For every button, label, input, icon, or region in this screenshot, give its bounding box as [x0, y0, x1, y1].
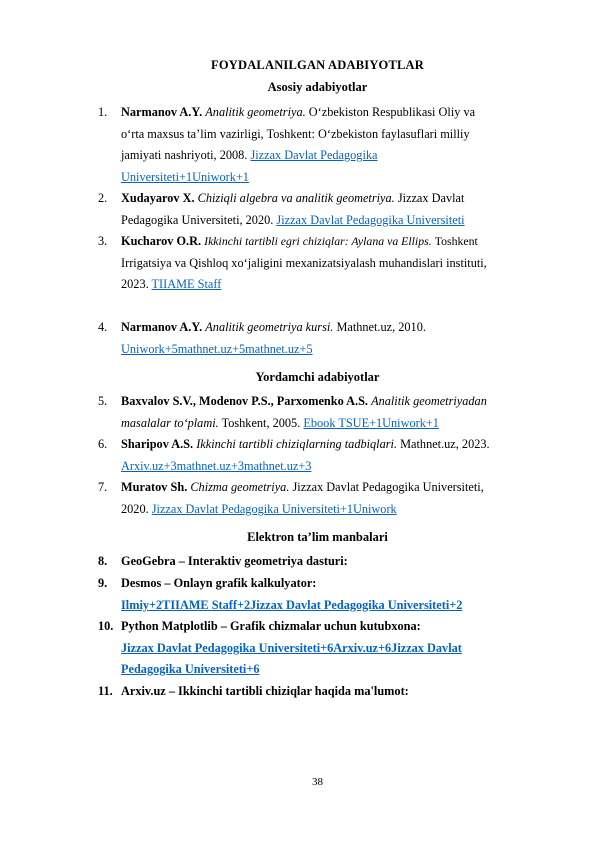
section-heading-main: Asosiy adabiyotlar	[267, 80, 368, 94]
page-title: FOYDALANILGAN ADABIYOTLAR	[210, 58, 424, 72]
reference-author: Sharipov A.S.	[121, 437, 194, 451]
section-heading-electronic: Elektron ta’lim manbalari	[247, 530, 388, 544]
reference-title: Analitik geometriyadan	[371, 394, 487, 408]
section-heading-extra: Yordamchi adabiyotlar	[255, 370, 380, 384]
reference-title: Ikkinchi tartibli chiziqlarning tadbiqlari.	[196, 437, 398, 451]
resource-link[interactable]: Ilmiy+2TIIAME Staff+2Jizzax Davlat Pedagogika Universiteti+2	[121, 597, 463, 612]
reference-title: Analitik geometriya kursi.	[205, 320, 334, 334]
reference-author: Baxvalov S.V., Modenov P.S., Parxomenko A.S.	[121, 394, 368, 408]
reference-author: Narmanov A.Y.	[121, 105, 203, 119]
reference-author: Muratov Sh.	[121, 480, 188, 494]
reference-link[interactable]: Uniwork+5mathnet.uz+5mathnet.uz+5	[121, 341, 313, 356]
resource-link[interactable]: Jizzax Davlat Pedagogika Universiteti+6Arxiv.uz+6Jizzax Davlat	[121, 640, 462, 655]
reference-link[interactable]: TIIAME Staff	[151, 277, 222, 291]
reference-title: Ikkinchi tartibli egri chiziqlar: Aylana va Ellips.	[204, 234, 432, 248]
page-number: 38	[312, 776, 323, 788]
reference-author: Xudayarov X.	[121, 191, 195, 205]
reference-link[interactable]: Arxiv.uz+3mathnet.uz+3mathnet.uz+3	[121, 458, 312, 473]
reference-author: Kucharov O.R.	[121, 234, 202, 248]
reference-link[interactable]: Jizzax Davlat Pedagogika	[250, 148, 378, 162]
reference-link[interactable]: Jizzax Davlat Pedagogika Universiteti	[276, 212, 465, 227]
reference-link[interactable]: Jizzax Davlat Pedagogika Universiteti+1Uniwork	[151, 501, 397, 516]
document-page: FOYDALANILGAN ADABIYOTLAR Asosiy adabiyotlar 1. Narmanov A.Y. Analitik geometriya. O‘zbekiston Respublikasi Oliy va o‘rta maxsus ta’lim vazirligi, Toshkent: O‘zbekiston faylasuflari milliy jamiyati nashriyoti, 2008. Jizzax Davlat Pedagogika Universiteti+1Uniwork+1 2. Xudayarov X. Chiziqli algebra va analitik geometriya. Jizzax Davlat Pedagogika Universiteti, 2020. Jizzax Davlat Pedagogika Universiteti 3. Kucharov O.R. Ikkinchi tartibli egri chiziqlar: Aylana va Ellips. Toshkent Irrigatsiya va Qishloq xo‘jaligini mexanizatsiyalash muhandislari instituti, 2023. TIIAME Staff 4. Narmanov A.Y. Analitik geometriya kursi. Mathnet.uz, 2010. Uniwork+5mathnet.uz+5mathnet.uz+5 Yordamchi adabiyotlar 5. Baxvalov S.V., Modenov P.S., Parxomenko A.S. Analitik geometriyadan masalalar to‘plami. Toshkent, 2005. Ebook TSUE+1Uniwork+1 6. Sharipov A.S. Ikkinchi tartibli chiziqlarning tadbiqlari. Mathnet.uz, 2023. Arxiv.uz+3mathnet.uz+3mathnet.uz+3 7. Muratov Sh. Chizma geometriya. Jizzax Davlat Pedagogika Universiteti, 2020. Jizzax Davlat Pedagogika Universiteti+1Uniwork Elektron ta’lim manbalari 8. GeoGebra – Interaktiv geometriya dasturi: 9. Desmos – Onlayn grafik kalkulyator: Ilmiy+2TIIAME Staff+2Jizzax Davlat Pedagogika Universiteti+2 10. Python Matplotlib – Grafik chizmalar uchun kutubxona: Jizzax Davlat Pedagogika Universiteti+6Arxiv.uz+6Jizzax Davlat Pedagogika Universiteti+6 11. Arxiv.uz – Ikkinchi tartibli chiziqlar haqida ma'lumot: 38	[0, 0, 595, 842]
reference-title: Chizma geometriya.	[190, 480, 290, 494]
reference-link[interactable]: Universiteti+1Uniwork+1	[121, 169, 249, 184]
reference-title: Chiziqli algebra va analitik geometriya.	[197, 191, 395, 205]
reference-title: Analitik geometriya.	[205, 105, 306, 119]
reference-link[interactable]: Ebook TSUE+1Uniwork+1	[303, 415, 439, 430]
reference-author: Narmanov A.Y.	[121, 320, 203, 334]
resource-link[interactable]: Pedagogika Universiteti+6	[121, 662, 260, 676]
